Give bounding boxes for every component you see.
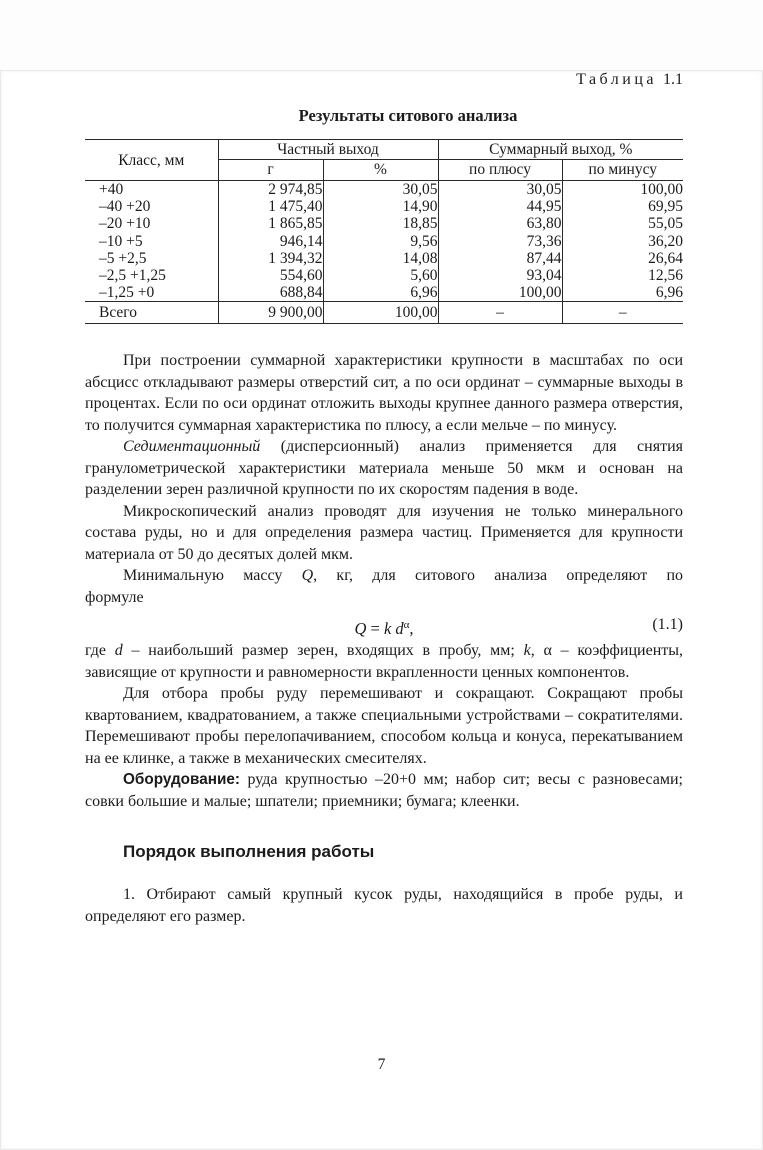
data-cell: 9,56 <box>323 233 438 250</box>
data-cell: 14,90 <box>323 198 438 215</box>
data-cell: –20 +10 <box>99 215 151 233</box>
text-run: формуле <box>85 588 144 606</box>
table-row <box>85 181 683 199</box>
document-page <box>0 70 763 1150</box>
total-cell: – <box>562 302 683 324</box>
text-run: , α – коэффициенты, зависящие от крупности и равномерности вкрапленности ценных компонентов. <box>85 642 684 681</box>
header-subcell: по минусу <box>562 160 683 181</box>
data-cell: 18,85 <box>323 215 438 232</box>
data-cell: 100,00 <box>438 284 562 302</box>
data-cell: 946,14 <box>218 233 323 250</box>
total-cell: – <box>438 302 562 324</box>
paragraph <box>85 501 683 566</box>
data-cell: –2,5 +1,25 <box>99 267 166 285</box>
formula-run: = <box>366 619 384 639</box>
text-run: Седиментационный <box>123 438 261 456</box>
total-cell: 100,00 <box>323 302 438 324</box>
text-run: d <box>114 642 123 660</box>
text-run: Микроскопический анализ проводят для изучения не только минерального состава руды, но и для определения размера частиц. Применяется для крупности материала от 50 до десятых долей мкм. <box>85 502 683 563</box>
paragraph <box>85 350 683 436</box>
data-cell: –1,25 +0 <box>99 284 155 302</box>
table-row <box>85 233 683 250</box>
total-cell: 9 900,00 <box>218 302 323 324</box>
body-text <box>85 350 683 927</box>
data-cell: 6,96 <box>562 284 683 302</box>
header-subcell: по плюсу <box>438 160 562 181</box>
header-subcell: г <box>218 160 323 181</box>
data-cell: –40 +20 <box>99 198 151 216</box>
paragraph <box>85 436 683 501</box>
data-cell: 44,95 <box>438 198 562 215</box>
formula-run: , <box>409 619 414 639</box>
data-cell: +40 <box>99 181 124 198</box>
total-cell: Всего <box>85 302 218 324</box>
table-caption-word: Таблица <box>576 71 657 88</box>
data-cell: 5,60 <box>323 267 438 284</box>
data-cell: 87,44 <box>438 250 562 267</box>
text-run: – наибольший размер зерен, входящих в пробу, мм; <box>122 642 524 660</box>
data-cell: 100,00 <box>562 181 683 199</box>
data-cell: 554,60 <box>218 267 323 284</box>
data-cell: 1 475,40 <box>218 198 323 215</box>
formula-number: (1.1) <box>652 616 683 634</box>
text-run: где <box>85 642 115 660</box>
header-cell-partial: Частный выход <box>218 140 438 160</box>
formula <box>85 610 683 640</box>
table-row <box>85 215 683 232</box>
data-cell: –10 +5 <box>99 232 143 250</box>
table-title: Результаты ситового анализа <box>298 106 518 125</box>
data-cell: 26,64 <box>562 250 683 267</box>
table-row <box>85 250 683 267</box>
paragraph <box>85 683 683 769</box>
text-run: (дисперсионный) анализ применяется для снятия гранулометрической характеристики материала меньше 50 мкм и основан на разделении зерен различной крупности по их скоростям падения в воде. <box>85 438 683 499</box>
data-cell: 30,05 <box>323 181 438 199</box>
paragraph <box>85 565 683 608</box>
text-run: Оборудование: <box>123 771 240 789</box>
table-row <box>85 284 683 302</box>
text-run: Q <box>301 567 314 585</box>
data-cell: 12,56 <box>562 267 683 284</box>
table-caption <box>85 70 683 89</box>
data-cell: 55,05 <box>562 215 683 232</box>
data-cell: 1 865,85 <box>218 215 323 232</box>
section-heading: Порядок выполнения работы <box>123 842 375 862</box>
results-table <box>85 139 683 324</box>
text-run: При построении суммарной характеристики крупности в масштабах по оси абсцисс откладывают размеры отверстий сит, а по оси ординат – суммарные выходы в процентах. Если по оси ординат отложить выходы крупнее данного размера отверстия, то получится суммарная характеристика по плюсу, а если мельче – по минусу. <box>85 352 683 434</box>
data-cell: 2 974,85 <box>218 181 323 199</box>
data-cell: 6,96 <box>323 284 438 302</box>
text-run: 1. Отбирают самый крупный кусок руды, находящийся в пробе руды, и определяют его размер. <box>85 886 683 925</box>
data-cell: 14,08 <box>323 250 438 267</box>
formula-run: α <box>403 619 410 632</box>
header-subcell: % <box>323 160 438 181</box>
data-cell: 30,05 <box>438 181 562 199</box>
paragraph <box>85 640 683 683</box>
text-run: k <box>523 642 531 660</box>
data-cell: 93,04 <box>438 267 562 284</box>
paragraph <box>85 884 683 927</box>
data-cell: 1 394,32 <box>218 250 323 267</box>
data-cell: 73,36 <box>438 233 562 250</box>
paragraph <box>85 769 683 812</box>
formula-run: k d <box>383 619 404 639</box>
header-cell-class: Класс, мм <box>85 140 218 181</box>
header-cell-cumulative: Суммарный выход, % <box>438 140 683 160</box>
text-run: , кг, для ситового анализа определяют по <box>313 567 684 585</box>
text-run: руда крупностью –20+0 мм; набор сит; весы с разновесами; совки большие и малые; шпатели; приемники; бумага; клеенки. <box>85 771 683 810</box>
data-cell: 69,95 <box>562 198 683 215</box>
data-cell: –5 +2,5 <box>99 249 147 267</box>
text-run: Для отбора пробы руду перемешивают и сокращают. Сокращают пробы квартованием, квадратованием, а также специальными устройствами – сократителями. Перемешивают пробы перелопачиванием, способом кольца и конуса, перекатыванием на ее клинке, а также в механических смесителях. <box>85 685 683 767</box>
formula-run: Q <box>354 619 367 639</box>
text-run: Минимальную массу <box>123 567 302 585</box>
page-number: 7 <box>377 1056 386 1073</box>
table-caption-number: 1.1 <box>663 71 683 88</box>
table-row <box>85 267 683 284</box>
data-cell: 36,20 <box>562 233 683 250</box>
data-cell: 688,84 <box>218 284 323 302</box>
table-row <box>85 198 683 215</box>
data-cell: 63,80 <box>438 215 562 232</box>
total-row <box>85 302 683 324</box>
